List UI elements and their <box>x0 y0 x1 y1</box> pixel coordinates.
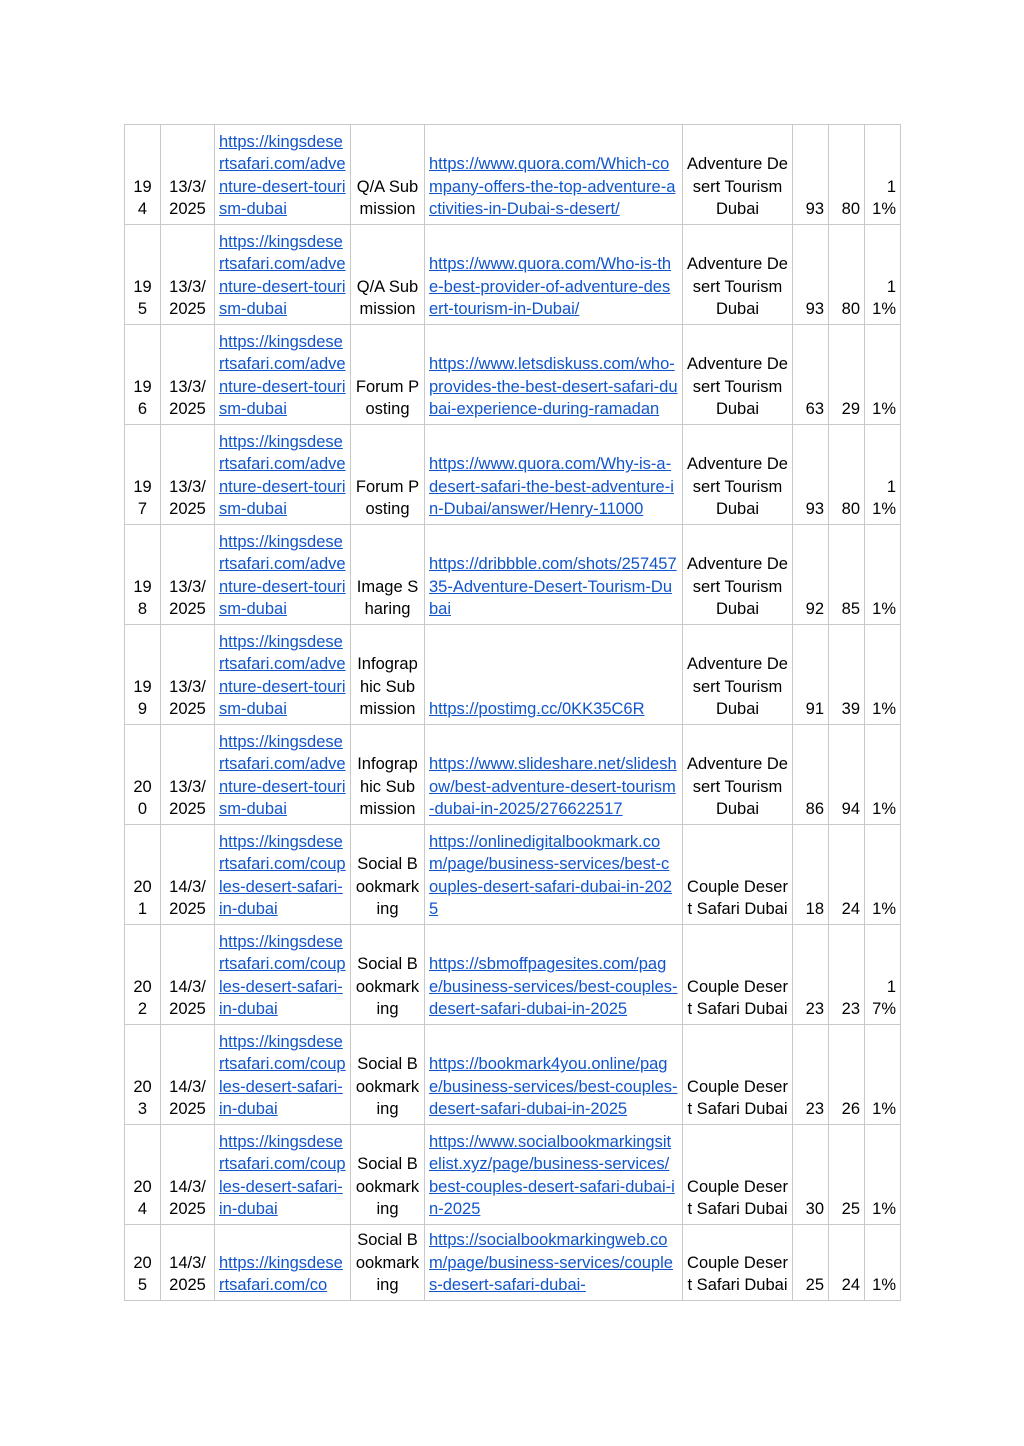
table-row <box>125 1025 901 1125</box>
submission-url-link[interactable]: https://www.letsdiskuss.com/who-provides-the-best-desert-safari-dubai-experience-during-ramadan <box>429 355 678 419</box>
target-url-cell <box>215 225 351 325</box>
submission-url-cell <box>425 325 683 425</box>
da-cell: 30 <box>793 1125 829 1225</box>
submission-url-cell <box>425 525 683 625</box>
row-number-cell: 198 <box>125 525 161 625</box>
spam-score-cell: 1% <box>865 725 901 825</box>
submission-url-link[interactable]: https://www.quora.com/Why-is-a-desert-safari-the-best-adventure-in-Dubai/answer/Henry-11000 <box>429 455 674 519</box>
date-cell: 13/3/2025 <box>161 125 215 225</box>
pa-cell: 29 <box>829 325 865 425</box>
pa-cell: 26 <box>829 1025 865 1125</box>
row-number-cell: 196 <box>125 325 161 425</box>
target-url-cell <box>215 1225 351 1301</box>
date-cell: 13/3/2025 <box>161 425 215 525</box>
keyword-cell: Adventure Desert Tourism Dubai <box>683 725 793 825</box>
date-cell: 14/3/2025 <box>161 825 215 925</box>
spam-score-cell: 17% <box>865 925 901 1025</box>
date-cell: 13/3/2025 <box>161 725 215 825</box>
submission-url-link[interactable]: https://bookmark4you.online/page/business-services/best-couples-desert-safari-dubai-in-2025 <box>429 1055 678 1119</box>
target-url-link[interactable]: https://kingsdesertsafari.com/co <box>219 1253 343 1295</box>
submission-type-cell: Forum Posting <box>351 325 425 425</box>
submission-url-link[interactable]: https://sbmoffpagesites.com/page/business-services/best-couples-desert-safari-dubai-in-2025 <box>429 955 678 1019</box>
da-cell: 93 <box>793 125 829 225</box>
submission-url-link[interactable]: https://postimg.cc/0KK35C6R <box>429 700 645 719</box>
spam-score-cell: 11% <box>865 425 901 525</box>
table-row <box>125 625 901 725</box>
submission-url-cell <box>425 1225 683 1301</box>
row-number-cell: 202 <box>125 925 161 1025</box>
table-row <box>125 825 901 925</box>
table-row <box>125 725 901 825</box>
pa-cell: 23 <box>829 925 865 1025</box>
spam-score-cell: 1% <box>865 1125 901 1225</box>
keyword-cell: Couple Desert Safari Dubai <box>683 1225 793 1301</box>
table-row <box>125 425 901 525</box>
spam-score-cell: 11% <box>865 225 901 325</box>
target-url-link[interactable]: https://kingsdesertsafari.com/adventure-desert-tourism-dubai <box>219 332 346 419</box>
spam-score-cell: 1% <box>865 825 901 925</box>
target-url-link[interactable]: https://kingsdesertsafari.com/couples-desert-safari-in-dubai <box>219 932 346 1019</box>
date-cell: 13/3/2025 <box>161 625 215 725</box>
row-number-cell: 205 <box>125 1225 161 1301</box>
table-row <box>125 1225 901 1301</box>
target-url-cell <box>215 625 351 725</box>
submission-url-link[interactable]: https://dribbble.com/shots/25745735-Adventure-Desert-Tourism-Dubai <box>429 555 677 619</box>
submission-url-link[interactable]: https://onlinedigitalbookmark.com/page/business-services/best-couples-desert-safari-dubai-in-2025 <box>429 832 673 919</box>
keyword-cell: Adventure Desert Tourism Dubai <box>683 225 793 325</box>
submission-url-cell <box>425 1125 683 1225</box>
submission-type-cell: Image Sharing <box>351 525 425 625</box>
pa-cell: 80 <box>829 125 865 225</box>
row-number-cell: 204 <box>125 1125 161 1225</box>
da-cell: 93 <box>793 425 829 525</box>
target-url-link[interactable]: https://kingsdesertsafari.com/couples-desert-safari-in-dubai <box>219 1132 346 1219</box>
submission-url-cell <box>425 625 683 725</box>
date-cell: 14/3/2025 <box>161 1225 215 1301</box>
date-cell: 14/3/2025 <box>161 1025 215 1125</box>
table-row <box>125 325 901 425</box>
submission-type-cell: Social Bookmarking <box>351 825 425 925</box>
keyword-cell: Couple Desert Safari Dubai <box>683 825 793 925</box>
submission-url-cell <box>425 825 683 925</box>
row-number-cell: 194 <box>125 125 161 225</box>
target-url-link[interactable]: https://kingsdesertsafari.com/adventure-desert-tourism-dubai <box>219 132 346 219</box>
target-url-cell <box>215 325 351 425</box>
date-cell: 13/3/2025 <box>161 325 215 425</box>
keyword-cell: Adventure Desert Tourism Dubai <box>683 325 793 425</box>
table-body <box>125 125 901 1301</box>
da-cell: 25 <box>793 1225 829 1301</box>
target-url-link[interactable]: https://kingsdesertsafari.com/adventure-desert-tourism-dubai <box>219 432 346 519</box>
submission-url-link[interactable]: https://socialbookmarkingweb.com/page/business-services/couples-desert-safari-dubai- <box>429 1231 673 1295</box>
submission-url-cell <box>425 225 683 325</box>
keyword-cell: Adventure Desert Tourism Dubai <box>683 625 793 725</box>
spam-score-cell: 1% <box>865 325 901 425</box>
spam-score-cell: 1% <box>865 1025 901 1125</box>
date-cell: 13/3/2025 <box>161 225 215 325</box>
submission-url-cell <box>425 425 683 525</box>
keyword-cell: Adventure Desert Tourism Dubai <box>683 125 793 225</box>
submission-type-cell: Q/A Submission <box>351 125 425 225</box>
spam-score-cell: 1% <box>865 1225 901 1301</box>
target-url-cell <box>215 425 351 525</box>
target-url-link[interactable]: https://kingsdesertsafari.com/adventure-desert-tourism-dubai <box>219 632 346 719</box>
submission-url-link[interactable]: https://www.slideshare.net/slideshow/best-adventure-desert-tourism-dubai-in-2025/276622517 <box>429 755 677 819</box>
date-cell: 14/3/2025 <box>161 1125 215 1225</box>
pa-cell: 39 <box>829 625 865 725</box>
target-url-cell <box>215 825 351 925</box>
keyword-cell: Couple Desert Safari Dubai <box>683 1025 793 1125</box>
target-url-link[interactable]: https://kingsdesertsafari.com/adventure-desert-tourism-dubai <box>219 532 346 619</box>
keyword-cell: Couple Desert Safari Dubai <box>683 925 793 1025</box>
target-url-cell <box>215 525 351 625</box>
row-number-cell: 203 <box>125 1025 161 1125</box>
target-url-cell <box>215 1125 351 1225</box>
submission-type-cell: Infographic Submission <box>351 725 425 825</box>
backlink-table <box>124 124 901 1301</box>
row-number-cell: 200 <box>125 725 161 825</box>
table-row <box>125 225 901 325</box>
submission-type-cell: Social Bookmarking <box>351 925 425 1025</box>
submission-type-cell: Q/A Submission <box>351 225 425 325</box>
table-row <box>125 525 901 625</box>
da-cell: 91 <box>793 625 829 725</box>
spam-score-cell: 11% <box>865 125 901 225</box>
da-cell: 18 <box>793 825 829 925</box>
submission-url-cell <box>425 125 683 225</box>
date-cell: 14/3/2025 <box>161 925 215 1025</box>
pa-cell: 25 <box>829 1125 865 1225</box>
target-url-link[interactable]: https://kingsdesertsafari.com/adventure-desert-tourism-dubai <box>219 732 346 819</box>
table-row <box>125 925 901 1025</box>
submission-type-cell: Infographic Submission <box>351 625 425 725</box>
pa-cell: 24 <box>829 825 865 925</box>
submission-url-cell <box>425 925 683 1025</box>
da-cell: 92 <box>793 525 829 625</box>
submission-type-cell: Social Bookmarking <box>351 1225 425 1301</box>
da-cell: 93 <box>793 225 829 325</box>
da-cell: 23 <box>793 1025 829 1125</box>
keyword-cell: Couple Desert Safari Dubai <box>683 1125 793 1225</box>
submission-type-cell: Social Bookmarking <box>351 1025 425 1125</box>
da-cell: 63 <box>793 325 829 425</box>
submission-url-link[interactable]: https://www.quora.com/Which-company-offers-the-top-adventure-activities-in-Dubai-s-desert/ <box>429 155 676 219</box>
keyword-cell: Adventure Desert Tourism Dubai <box>683 525 793 625</box>
keyword-cell: Adventure Desert Tourism Dubai <box>683 425 793 525</box>
pa-cell: 24 <box>829 1225 865 1301</box>
table-row <box>125 1125 901 1225</box>
submission-url-cell <box>425 1025 683 1125</box>
target-url-cell <box>215 725 351 825</box>
submission-url-cell <box>425 725 683 825</box>
row-number-cell: 195 <box>125 225 161 325</box>
pa-cell: 80 <box>829 425 865 525</box>
spam-score-cell: 1% <box>865 625 901 725</box>
target-url-cell <box>215 125 351 225</box>
pa-cell: 94 <box>829 725 865 825</box>
submission-type-cell: Social Bookmarking <box>351 1125 425 1225</box>
row-number-cell: 201 <box>125 825 161 925</box>
spam-score-cell: 1% <box>865 525 901 625</box>
target-url-link[interactable]: https://kingsdesertsafari.com/couples-desert-safari-in-dubai <box>219 832 346 919</box>
da-cell: 23 <box>793 925 829 1025</box>
target-url-link[interactable]: https://kingsdesertsafari.com/couples-desert-safari-in-dubai <box>219 1032 346 1119</box>
row-number-cell: 197 <box>125 425 161 525</box>
submission-url-link[interactable]: https://www.socialbookmarkingsitelist.xyz/page/business-services/best-couples-desert-safari-dubai-in-2025 <box>429 1132 675 1219</box>
table-row <box>125 125 901 225</box>
pa-cell: 80 <box>829 225 865 325</box>
pa-cell: 85 <box>829 525 865 625</box>
submission-url-link[interactable]: https://www.quora.com/Who-is-the-best-provider-of-adventure-desert-tourism-in-Dubai/ <box>429 255 672 319</box>
submission-type-cell: Forum Posting <box>351 425 425 525</box>
da-cell: 86 <box>793 725 829 825</box>
date-cell: 13/3/2025 <box>161 525 215 625</box>
target-url-link[interactable]: https://kingsdesertsafari.com/adventure-desert-tourism-dubai <box>219 232 346 319</box>
target-url-cell <box>215 1025 351 1125</box>
target-url-cell <box>215 925 351 1025</box>
row-number-cell: 199 <box>125 625 161 725</box>
